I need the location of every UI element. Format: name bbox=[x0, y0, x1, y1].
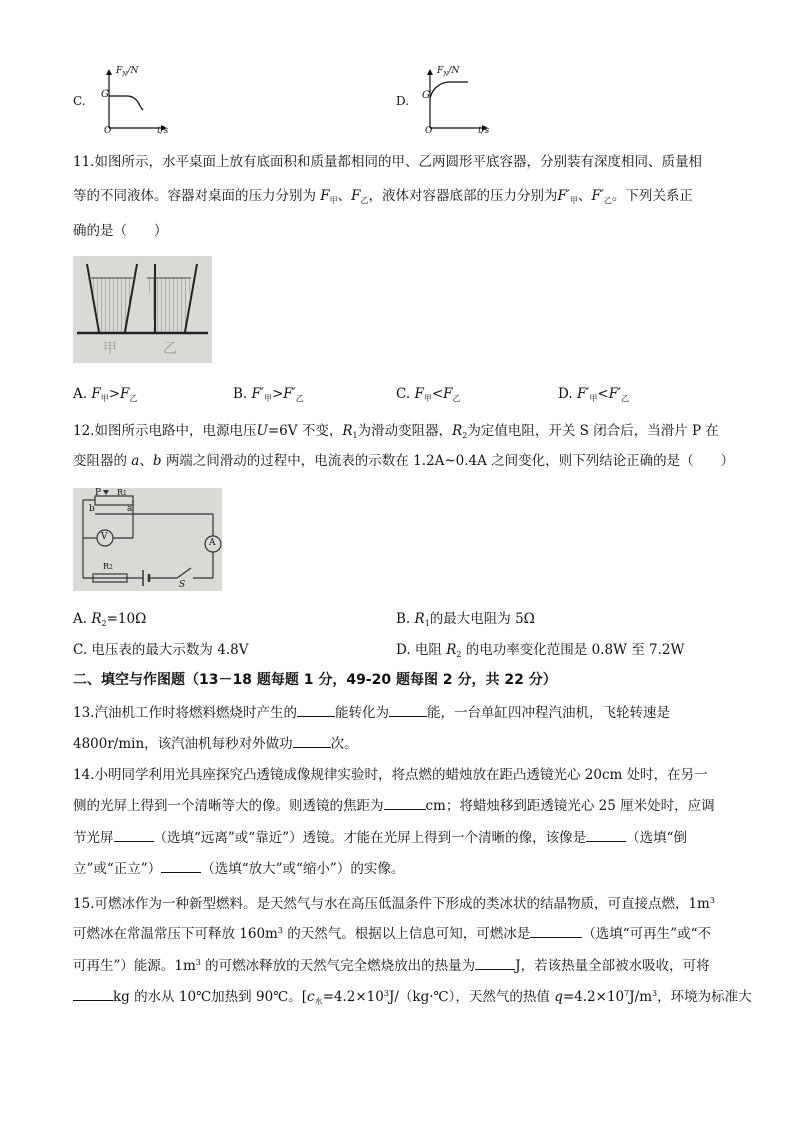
q14-line-3: 节光屏 （选填“远离”或“靠近”）透镜。才能在光屏上得到一个清晰的像，该像是 （选填“倒 bbox=[73, 830, 688, 846]
r2-label: R2 bbox=[103, 562, 113, 571]
option-c-g-tick: G bbox=[101, 89, 109, 100]
option-d-origin: O bbox=[425, 126, 433, 136]
slider-p-label: P bbox=[95, 488, 102, 498]
circuit-diagram bbox=[73, 488, 222, 591]
q14-blank-4[interactable] bbox=[161, 860, 201, 873]
container-yi-label: 乙 bbox=[163, 341, 177, 357]
q11-option-a[interactable]: A. $F_甲>F_乙$ bbox=[73, 386, 138, 403]
voltmeter-label: V bbox=[101, 532, 108, 542]
q14-blank-2[interactable] bbox=[114, 829, 154, 842]
q14-blank-1[interactable] bbox=[384, 797, 426, 810]
q15-line-3: 可再生”）能源。$1m^3$ 的可燃冰释放的天然气完全燃烧放出的热量为 J，若该热量全部被水吸收，可将 bbox=[73, 958, 710, 974]
containers-illustration bbox=[73, 256, 212, 363]
q15-blank-3[interactable] bbox=[73, 988, 113, 1001]
container-jia-label: 甲 bbox=[103, 341, 117, 357]
q15-blank-1[interactable] bbox=[530, 925, 582, 938]
switch-s-label: S bbox=[179, 580, 186, 590]
q13-line-1: 13.汽油机工作时将燃料燃烧时产生的 能转化为 能，一台单缸四冲程汽油机，飞轮转速是 bbox=[73, 705, 670, 721]
option-d-x-label: t/s bbox=[478, 126, 490, 136]
q14-line-1: 14.小明同学利用光具座探究凸透镜成像规律实验时，将点燃的蜡烛放在距凸透镜光心 20cm 处时，在另一 bbox=[73, 767, 708, 783]
option-d-y-label: $F_N/N$ bbox=[437, 66, 460, 78]
q12-option-a[interactable]: A. $R_2=10\Omega$ bbox=[73, 611, 147, 628]
terminal-b-label: b bbox=[89, 504, 95, 514]
option-c-label: C. bbox=[73, 94, 86, 108]
q12-line-2: 变阻器的 a、b 两端之间滑动的过程中，电流表的示数在 1.2A~0.4A 之间变化，则下列结论正确的是（ ） bbox=[73, 453, 735, 469]
option-c-y-label: $F_N/N$ bbox=[116, 66, 139, 78]
q12-option-d[interactable]: D. 电阻 $R_2$ 的电功率变化范围是 0.8W 至 7.2W bbox=[396, 642, 685, 659]
option-c-origin: O bbox=[104, 126, 112, 136]
q14-blank-3[interactable] bbox=[586, 829, 626, 842]
q11-line-3: 确的是（ ） bbox=[73, 223, 168, 239]
option-d-graph bbox=[396, 66, 506, 138]
option-c-force-time-graph bbox=[101, 66, 191, 138]
r1-label: R1 bbox=[117, 488, 127, 497]
q13-blank-2[interactable] bbox=[389, 704, 427, 717]
q12-option-c[interactable]: C. 电压表的最大示数为 4.8V bbox=[73, 642, 249, 658]
q14-line-2: 侧的光屏上得到一个清晰等大的像。则透镜的焦距为 cm；将蜡烛移到距透镜光心 25 厘米处时，应调 bbox=[73, 798, 715, 814]
terminal-a-label: a bbox=[127, 504, 133, 514]
q11-option-b[interactable]: B. $F'_甲>F'_乙$ bbox=[233, 386, 304, 403]
q14-line-4: 立”或“正立”） （选填“放大”或“缩小”）的实像。 bbox=[73, 861, 405, 877]
option-c-x-label: t/s bbox=[157, 126, 169, 136]
q11-option-d[interactable]: D. $F'_甲<F'_乙$ bbox=[558, 386, 630, 403]
ammeter-label: A bbox=[209, 538, 216, 548]
q15-line-2: 可燃冰在常温常压下可释放 $160m^3$ 的天然气。根据以上信息可知，可燃冰是 （选填“可再生”或“不 bbox=[73, 926, 711, 942]
q13-line-2: 4800r/min，该汽油机每秒对外做功 次。 bbox=[73, 736, 358, 752]
q12-line-1: 12.如图所示电路中，电源电压U=6V 不变，$R_1$为滑动变阻器，$R_2$为定值电阻，开关 S 闭合后，当滑片 P 在 bbox=[73, 423, 719, 440]
option-d-label: D. bbox=[396, 94, 410, 108]
option-d-force-time-graph bbox=[422, 66, 512, 138]
q12-option-b[interactable]: B. $R_1$的最大电阻为 5Ω bbox=[396, 611, 535, 628]
q15-line-4: kg 的水从 10℃加热到 90℃。[$c_水=4.2\times 10^3J/(kg\cdot℃)$，天然气的热值 $q=4.2\times 10^7J/m^3$，环境为标准大 bbox=[73, 985, 752, 1011]
section-2-title: 二、填空与作图题（13－18 题每题 1 分，49-20 题每图 2 分，共 22 分） bbox=[73, 672, 557, 688]
option-c-graph bbox=[73, 66, 183, 138]
q11-containers-figure bbox=[73, 256, 212, 363]
q15-line-1: 15.可燃冰作为一种新型燃料。是天然气与水在高压低温条件下形成的类冰状的结晶物质，可直接点燃，$1m^3$ bbox=[73, 896, 715, 912]
q15-blank-2[interactable] bbox=[475, 957, 515, 970]
option-d-g-tick: G bbox=[422, 90, 430, 101]
q11-line-2: 等的不同液体。容器对桌面的压力分别为 $F_甲$、$F_乙$，液体对容器底部的压力分别为$F'_甲$、$F'_乙$。下列关系正 bbox=[73, 188, 693, 205]
q11-line-1: 11.如图所示，水平桌面上放有底面积和质量都相同的甲、乙两圆形平底容器，分别装有深度相同、质量相 bbox=[73, 154, 702, 170]
q13-blank-1[interactable] bbox=[297, 704, 335, 717]
q13-blank-3[interactable] bbox=[293, 735, 331, 748]
q12-circuit-figure bbox=[73, 488, 222, 591]
q11-option-c[interactable]: C. $F_甲<F_乙$ bbox=[396, 386, 461, 403]
